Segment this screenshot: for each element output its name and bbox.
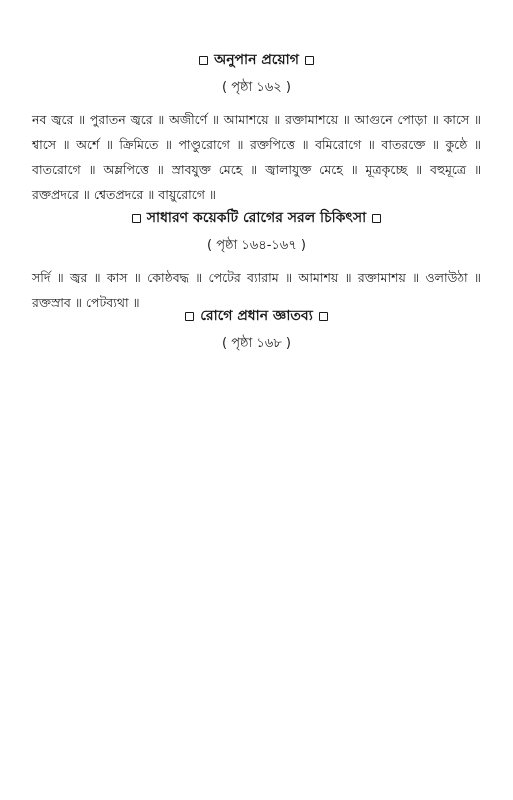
- list-item: কাসে ॥: [443, 112, 481, 127]
- list-item: রক্তপ্রদরে ॥: [32, 187, 90, 202]
- page-reference: ( পৃষ্ঠা ১৬৪-১৬৭ ): [207, 238, 306, 253]
- page-reference: ( পৃষ্ঠা ১৬৮ ): [222, 336, 291, 351]
- section-anupan-prayog: [0, 48, 513, 207]
- list-item: অজীর্ণে ॥: [169, 112, 219, 127]
- checkbox-square-icon: [199, 56, 208, 65]
- section-disease-notes: [0, 304, 513, 355]
- list-item: শ্বাসে ॥: [32, 137, 70, 152]
- section-heading-text: অনুপান প্রয়োগ: [214, 52, 299, 68]
- list-item: রক্তপিত্তে ॥: [249, 137, 309, 152]
- section-heading: [0, 206, 513, 230]
- list-item: পাণ্ডুরোগে ॥: [178, 137, 244, 152]
- list-item: পেটব্যথা ॥: [85, 295, 140, 310]
- list-item: মূত্রকৃচ্ছে ॥: [365, 162, 423, 177]
- list-item: শ্বেতপ্রদরে ॥: [93, 187, 155, 202]
- checkbox-square-icon: [132, 214, 141, 223]
- list-item: আমাশয়ে ॥: [223, 112, 281, 127]
- list-item: জ্বালাযুক্ত মেহে ॥: [265, 162, 358, 177]
- list-item: রক্তামাশয়ে ॥: [285, 112, 350, 127]
- item-list: [32, 107, 481, 207]
- section-heading: [0, 304, 513, 328]
- checkbox-square-icon: [372, 214, 381, 223]
- list-item: বায়ুরোগে ॥: [158, 187, 216, 202]
- list-item: আমাশয় ॥: [298, 270, 352, 285]
- list-item: অম্লপিত্তে ॥: [103, 162, 164, 177]
- section-heading-text: সাধারণ কয়েকটি রোগের সরল চিকিৎসা: [146, 210, 367, 226]
- list-item: কোষ্ঠবদ্ধ ॥: [147, 270, 203, 285]
- list-item: বমিরোগে ॥: [315, 137, 375, 152]
- list-item: রক্তামাশয় ॥: [357, 270, 420, 285]
- section-simple-treatment: [0, 206, 513, 315]
- list-item: কুষ্ঠে ॥: [445, 137, 481, 152]
- checkbox-square-icon: [305, 56, 314, 65]
- list-item: সর্দি ॥: [32, 270, 64, 285]
- list-item: বহুমূত্রে ॥: [430, 162, 482, 177]
- section-heading-text: রোগে প্রধান জ্ঞাতব্য: [200, 308, 313, 324]
- list-item: পুরাতন জ্বরে ॥: [89, 112, 165, 127]
- page-reference: ( পৃষ্ঠা ১৬২ ): [222, 80, 291, 95]
- checkbox-square-icon: [319, 312, 328, 321]
- list-item: ওলাউঠা ॥: [425, 270, 481, 285]
- section-heading: [0, 48, 513, 72]
- list-item: অর্শে ॥: [76, 137, 113, 152]
- list-item: বাতরোগে ॥: [32, 162, 96, 177]
- list-item: বাতরক্তে ॥: [381, 137, 439, 152]
- list-item: রক্তস্রাব ॥: [32, 295, 82, 310]
- list-item: জ্বর ॥: [70, 270, 101, 285]
- list-item: পেটের ব্যারাম ॥: [208, 270, 293, 285]
- list-item: স্রাবযুক্ত মেহে ॥: [171, 162, 258, 177]
- list-item: ক্রিমিতে ॥: [119, 137, 172, 152]
- checkbox-square-icon: [185, 312, 194, 321]
- list-item: আগুনে পোড়া ॥: [354, 112, 439, 127]
- list-item: নব জ্বরে ॥: [32, 112, 86, 127]
- list-item: কাস ॥: [106, 270, 141, 285]
